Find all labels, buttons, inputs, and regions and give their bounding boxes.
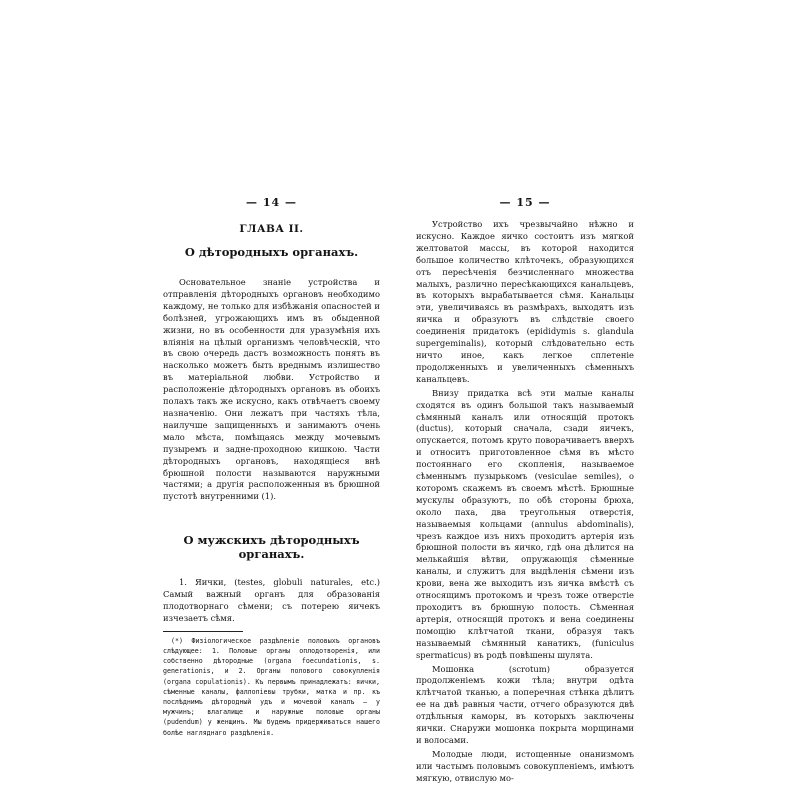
testes-paragraph: 1. Яички, (testes, globuli naturales, etc.) Самый важный органъ для образованія плодотворнаго сѣмени; съ потерею яичекъ изчезаетъ сѣмя. xyxy=(163,577,380,623)
page-number-right: — 15 — xyxy=(499,196,551,209)
chapter-heading: ГЛАВА II. xyxy=(239,223,304,235)
right-paragraph-1: Устройство ихъ чрезвычайно нѣжно и искусно. Каждое яичко состоитъ изъ мягкой желтоватой массы, въ которой находится большое количество клѣточекъ, образующихся отъ пересѣченія безчисленнаго множества малыхъ, различно пересѣкающихся канальцевъ, въ которыхъ вырабатывается сѣмя. Канальцы эти, увеличиваясь въ размѣрахъ, выходятъ изъ яичка и образуютъ въ слѣдствіе своего соединенія придатокъ (epididymis s. glandula supergeminalis), который слѣдовательно есть ничто иное, какъ легкое сплетеніе продолженныхъ и увеличенныхъ сѣменныхъ канальцевъ. xyxy=(416,219,634,384)
section-title: О мужскихъ дѣтородныхъ органахъ. xyxy=(183,533,360,562)
right-paragraph-3: Мошонка (scrotum) образуется продолженіемъ кожи тѣла; внутри одѣта клѣтчатой тканью, а поперечная стѣнка дѣлитъ ее на двѣ равныя части, отчего образуются двѣ отдѣльныя каморы, въ которыхъ заключены яички. Снаружи мошонка покрыта морщинами и волосами. xyxy=(416,663,634,745)
intro-paragraph: Основательное знаніе устройства и отправленія дѣтородныхъ органовъ необходимо каждому, не только для избѣжанія опасностей и болѣзней, угрожающихъ имъ въ обыденной жизни, но въ особенности для уразумѣнія ихъ вліянія на цѣлый организмъ человѣческій, что въ свою очередь дастъ возможность понять въ насколько можетъ быть вреднымъ излишество въ матеріальной любви. Устройство и расположеніе дѣтородныхъ органовъ въ обоихъ полахъ такъ же искусно, какъ отвѣчаетъ своему назначенію. Они лежатъ при частяхъ тѣла, наилучше защищенныхъ и занимаютъ очень мало мѣста, помѣщаясь между мочевымъ пузыремъ и задне-проходною кишкою. Части дѣтородныхъ органовъ, находящіеся внѣ брюшной полости называются наружными частями; а другія расположенныя въ брюшной пустотѣ внутренними (1). xyxy=(163,277,380,502)
page-number-left: — 14 — xyxy=(246,196,297,209)
left-page xyxy=(163,196,380,738)
footnote: (*) Физіологическое раздѣленіе половыхъ органовъ слѣдующее: 1. Половые органы оплодотворенія, или собственно дѣтородные (organa foecundationis, s. generationis, и 2. Органы полового совокупленія (organa copulationis). Къ первымъ принадлежатъ: яички, сѣменные каналы, фаллопіевы трубки, матка и пр. къ послѣднимъ дѣтородный удъ и мочевой каналъ — у мужчинъ; влагалище и наружные половые органы (pudendum) у женщинъ. Мы будемъ придерживаться нашего болѣе нагляднаго раздѣленія. xyxy=(163,636,380,737)
right-paragraph-2: Внизу придатка всѣ эти малые каналы сходятся въ одинъ большой такъ называемый сѣмянный каналъ или относящій протокъ (ductus), который сначала, сзади яичекъ, опускается, потомъ круто поворачиваетъ вверхъ и относитъ приготовленное сѣмя въ мѣсто постояннаго его скопленія, называемое сѣменнымъ пузырькомъ (vesiculae semiles), о которомъ скажемъ въ своемъ мѣстѣ. Брюшные мускулы образуютъ, по обѣ стороны брюха, около паха, два треугольныя отверстія, называемыя кольцами (annulus abdominalis), чрезъ каждое изъ нихъ проходитъ артерія изъ брюшной полости въ яичко, гдѣ она дѣлится на мелькайшія вѣтви, опружающія сѣменные каналы, и служитъ для выдѣленія сѣмени изъ крови, вена же выходитъ изъ яичка вмѣстѣ съ относящимъ протокомъ и чрезъ тоже отверстіе проходитъ въ брюшную полость. Сѣменная артерія, относящій протокъ и вена соединены помощію клѣтчатой ткани, образуя такъ называемый сѣмянный канатикъ, (funiculus spermaticus) въ родѣ повѣшены шулята. xyxy=(416,387,634,660)
right-page xyxy=(416,196,634,787)
chapter-title: О дѣтородныхъ органахъ. xyxy=(184,245,359,259)
right-paragraph-4: Молодые люди, истощенные онанизмомъ или частымъ половымъ совокупленіемъ, имѣютъ мягкую, отвислую мо- xyxy=(416,748,634,783)
footnote-rule xyxy=(163,631,243,632)
